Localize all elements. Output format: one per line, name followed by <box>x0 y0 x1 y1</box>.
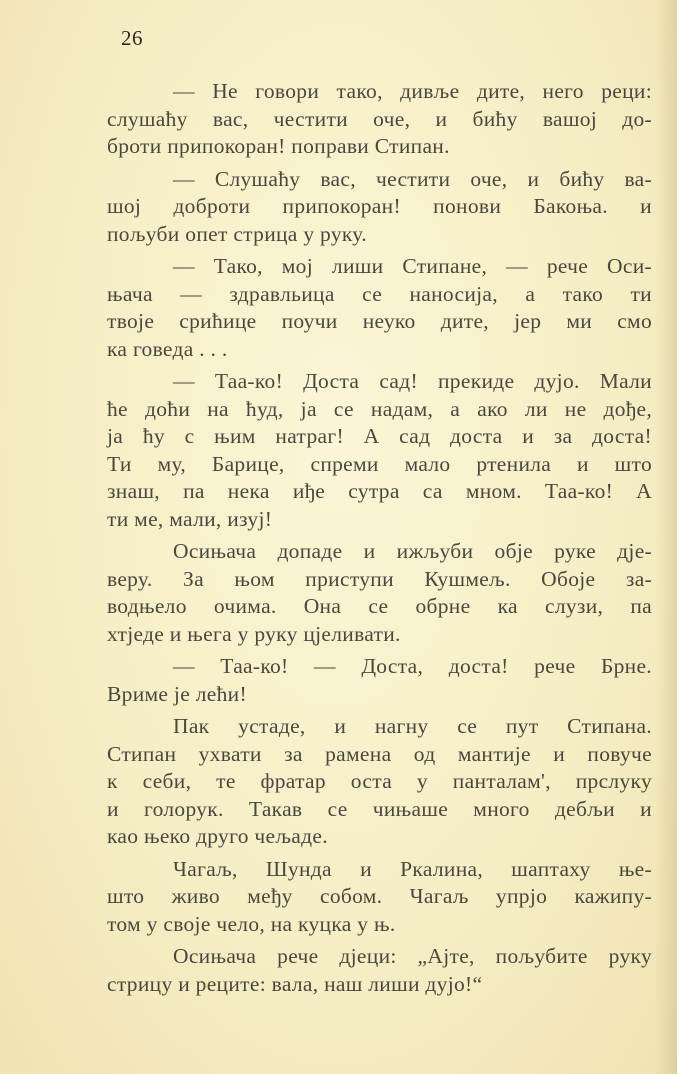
text-line: — Не говори тако, дивље дите, него реци: <box>173 79 652 103</box>
text-line: стрицу и реците: вала, наш лиши дујо!“ <box>107 971 483 996</box>
text-line: њача — здравльица се наносија, а тако ти <box>107 281 652 306</box>
paragraph <box>107 253 652 363</box>
paragraph <box>107 166 652 249</box>
text-line: Ти му, Барице, спреми мало ртенила и што <box>107 451 652 476</box>
text-line: Вриме је лећи! <box>107 681 247 706</box>
text-line: слушаћу вас, честити оче, и бићу вашој до- <box>107 106 652 131</box>
paragraph <box>107 78 652 161</box>
page-number: 26 <box>121 26 143 50</box>
text-line: знаш, па нека иђе сутра са мном. Таа-ко! А <box>107 479 652 503</box>
text-line: — Таа-ко! — Доста, доста! рече Брне. <box>173 654 652 678</box>
text-line: — Таа-ко! Доста сад! прекиде дујо. Мали <box>173 369 652 393</box>
paragraph <box>107 653 652 708</box>
text-line: ти ме, мали, изуј! <box>107 506 273 531</box>
text-line: шој доброти припокоран! понови Бакоња. и <box>107 194 652 218</box>
text-line: к себи, те фратар оста у панталам', прслуку <box>107 769 652 793</box>
text-line: као њеко друго чељаде. <box>107 824 328 848</box>
text-line: Осињача рече дјеци: „Ајте, пољубите руку <box>173 944 652 968</box>
text-line: — Тако, мој лиши Стипане, — рече Оси- <box>173 254 652 278</box>
body-text <box>107 78 652 1003</box>
text-line: броти припокоран! поправи Стипан. <box>107 134 450 158</box>
paragraph <box>107 538 652 648</box>
text-line: ја ћу с њим натраг! А сад доста и за доста! <box>107 424 652 448</box>
text-line: веру. За њом приступи Кушмељ. Обоје за- <box>107 566 652 591</box>
text-line: Чагаљ, Шунда и Ркалина, шаптаху ње- <box>173 856 652 881</box>
paragraph <box>107 713 652 851</box>
text-line: и голорук. Такав се чињаше много дебљи и <box>107 796 652 821</box>
paragraph <box>107 856 652 939</box>
text-line: Стипан ухвати за рамена од мантије и повуче <box>107 741 652 766</box>
text-line: хтједе и њега у руку цјеливати. <box>107 621 401 646</box>
text-line: том у своје чело, на куцка у њ. <box>107 911 396 936</box>
text-line: твоје срићице поучи неуко дите, јер ми смо <box>107 309 652 333</box>
text-line: ће доћи на ћуд, ја се надам, а ако ли не дође, <box>107 396 652 421</box>
text-line: ка говеда . . . <box>107 336 228 361</box>
paragraph <box>107 943 652 998</box>
text-line: пољуби опет стрица у руку. <box>107 221 367 246</box>
text-line: водњело очима. Она се обрне ка слузи, па <box>107 594 652 618</box>
text-line: Осињача допаде и ижљуби обје руке дје- <box>173 539 652 563</box>
text-line: што живо међу собом. Чагаљ упрјо кажипу- <box>107 884 652 908</box>
text-line: Пак устаде, и нагну се пут Стипана. <box>173 714 652 738</box>
paragraph <box>107 368 652 533</box>
text-line: — Слушаћу вас, честити оче, и бићу ва- <box>173 166 652 191</box>
page-edge-shadow <box>655 0 677 1074</box>
